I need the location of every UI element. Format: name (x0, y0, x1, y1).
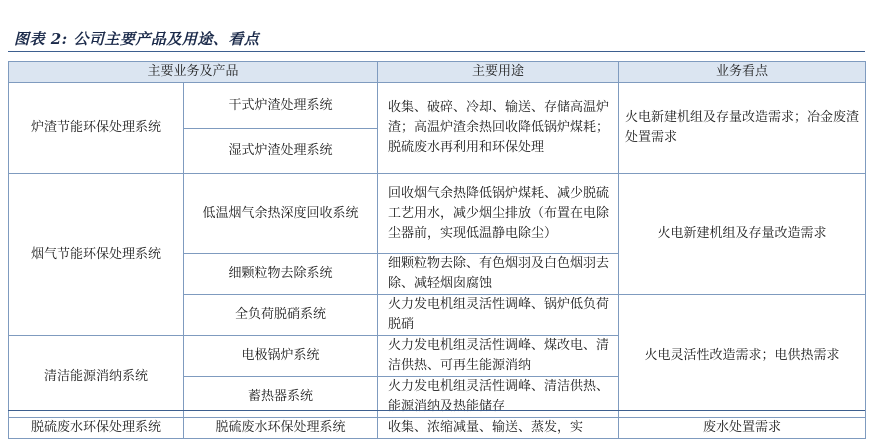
highlight-cell: 火电灵活性改造需求；电供热需求 (619, 295, 866, 418)
product-cell: 干式炉渣处理系统 (184, 83, 378, 129)
table-row (9, 174, 866, 254)
use-cell: 火力发电机组灵活性调峰、煤改电、清洁供热、可再生能源消纳 (378, 336, 619, 377)
highlight-cell: 废水处置需求 (619, 418, 866, 439)
header-highlight: 业务看点 (619, 62, 866, 83)
products-table (8, 61, 866, 439)
category-cell: 炉渣节能环保处理系统 (9, 83, 184, 174)
use-cell: 收集、浓缩减量、输送、蒸发，实 (378, 418, 619, 439)
use-cell: 收集、破碎、冷却、输送、存储高温炉渣；高温炉渣余热回收降低锅炉煤耗；脱硫废水再利用和环保处理 (378, 83, 619, 174)
highlight-cell: 火电新建机组及存量改造需求 (619, 174, 866, 295)
product-cell: 电极锅炉系统 (184, 336, 378, 377)
product-cell: 细颗粒物去除系统 (184, 254, 378, 295)
header-row (9, 62, 866, 83)
top-rule (8, 51, 865, 52)
product-cell: 脱硫废水环保处理系统 (184, 418, 378, 439)
table-row (9, 83, 866, 129)
use-cell: 回收烟气余热降低锅炉煤耗、减少脱硫工艺用水，减少烟尘排放（布置在电除尘器前，实现低温静电除尘） (378, 174, 619, 254)
product-cell: 低温烟气余热深度回收系统 (184, 174, 378, 254)
product-cell: 全负荷脱硝系统 (184, 295, 378, 336)
category-cell: 清洁能源消纳系统 (9, 336, 184, 418)
use-cell: 火力发电机组灵活性调峰、清洁供热、能源消纳及热能储存 (378, 377, 619, 418)
header-business: 主要业务及产品 (9, 62, 378, 83)
highlight-cell: 火电新建机组及存量改造需求；冶金废渣处置需求 (619, 83, 866, 174)
table-row (9, 418, 866, 439)
bottom-rule (8, 410, 865, 411)
product-cell: 蓄热器系统 (184, 377, 378, 418)
figure-title: 图表 2: 公司主要产品及用途、看点 (14, 30, 260, 48)
category-cell: 烟气节能环保处理系统 (9, 174, 184, 336)
product-cell: 湿式炉渣处理系统 (184, 129, 378, 174)
header-use: 主要用途 (378, 62, 619, 83)
use-cell: 细颗粒物去除、有色烟羽及白色烟羽去除、减轻烟囱腐蚀 (378, 254, 619, 295)
category-cell: 脱硫废水环保处理系统 (9, 418, 184, 439)
use-cell: 火力发电机组灵活性调峰、锅炉低负荷脱硝 (378, 295, 619, 336)
